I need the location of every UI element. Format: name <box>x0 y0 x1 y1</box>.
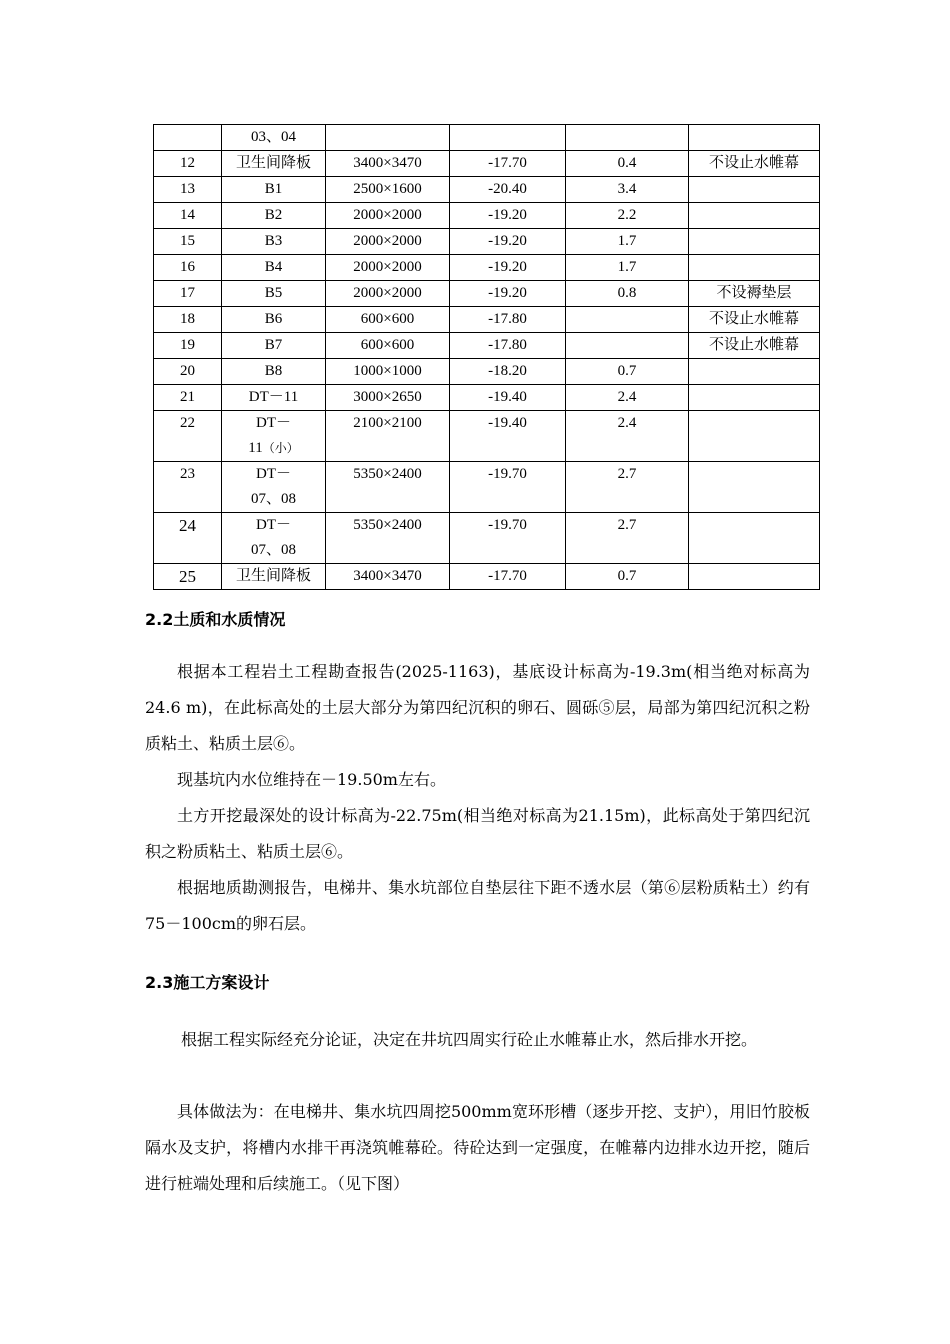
cell-no: 20 <box>154 359 222 385</box>
cell-name-line2: 07、08 <box>250 542 296 558</box>
cell-depth: 0.7 <box>566 359 689 385</box>
table-row <box>154 125 820 151</box>
cell-size: 5350×2400 <box>326 513 450 564</box>
cell-no: 22 <box>154 411 222 462</box>
cell-elev: -19.20 <box>450 281 566 307</box>
cell-name-suffix: （小） <box>262 441 299 455</box>
cell-elev: -19.20 <box>450 229 566 255</box>
cell-name: DT－11 <box>222 385 326 411</box>
cell-size: 2100×2100 <box>326 411 450 462</box>
cell-elev <box>450 125 566 151</box>
cell-note: 不设止水帷幕 <box>689 307 820 333</box>
table-row <box>154 411 820 462</box>
cell-no: 19 <box>154 333 222 359</box>
cell-elev: -19.40 <box>450 385 566 411</box>
cell-depth: 0.7 <box>566 564 689 590</box>
cell-note <box>689 125 820 151</box>
cell-depth: 2.7 <box>566 462 689 513</box>
cell-no: 16 <box>154 255 222 281</box>
cell-name <box>222 462 326 513</box>
paragraph: 土方开挖最深处的设计标高为-22.75m(相当绝对标高为21.15m)，此标高处于第四纪沉积之粉质粘土、粘质土层⑥。 <box>145 806 810 861</box>
cell-no: 17 <box>154 281 222 307</box>
cell-name-line2-text: 11 <box>248 440 263 456</box>
cell-name: B1 <box>222 177 326 203</box>
cell-name: B7 <box>222 333 326 359</box>
cell-note <box>689 203 820 229</box>
cell-note <box>689 411 820 462</box>
cell-name <box>222 513 326 564</box>
paragraph: 根据本工程岩土工程勘查报告(2025-1163)，基底设计标高为-19.3m(相当绝对标高为24.6 m)，在此标高处的土层大部分为第四纪沉积的卵石、圆砾⑤层，局部为第四纪沉积之粉质粘土、粘质土层⑥。 <box>145 662 810 753</box>
cell-name: B3 <box>222 229 326 255</box>
cell-note <box>689 462 820 513</box>
cell-size: 3000×2650 <box>326 385 450 411</box>
cell-elev: -18.20 <box>450 359 566 385</box>
cell-depth: 1.7 <box>566 229 689 255</box>
cell-name-line1: DT－ <box>256 466 291 482</box>
pit-table <box>153 124 820 590</box>
table-row <box>154 564 820 590</box>
section-heading-2-2: 2.2土质和水质情况 <box>145 610 286 629</box>
cell-elev: -19.20 <box>450 203 566 229</box>
cell-no: 15 <box>154 229 222 255</box>
cell-note <box>689 385 820 411</box>
table-row <box>154 359 820 385</box>
cell-elev: -19.40 <box>450 411 566 462</box>
cell-name: B5 <box>222 281 326 307</box>
cell-depth: 0.8 <box>566 281 689 307</box>
cell-depth: 2.4 <box>566 385 689 411</box>
paragraph: 根据地质勘测报告，电梯井、集水坑部位自垫层往下距不透水层（第⑥层粉质粘土）约有75－100cm的卵石层。 <box>145 878 810 933</box>
cell-elev: -17.80 <box>450 307 566 333</box>
cell-size: 3400×3470 <box>326 151 450 177</box>
cell-depth: 1.7 <box>566 255 689 281</box>
cell-depth <box>566 307 689 333</box>
cell-note <box>689 177 820 203</box>
cell-size: 1000×1000 <box>326 359 450 385</box>
table-row <box>154 462 820 513</box>
section-heading-2-3: 2.3施工方案设计 <box>145 973 270 992</box>
table-row <box>154 333 820 359</box>
cell-elev: -19.70 <box>450 462 566 513</box>
cell-note: 不设止水帷幕 <box>689 333 820 359</box>
cell-depth <box>566 125 689 151</box>
cell-depth <box>566 333 689 359</box>
cell-name: 卫生间降板 <box>222 151 326 177</box>
cell-no: 25 <box>154 564 222 590</box>
cell-no: 12 <box>154 151 222 177</box>
cell-size: 2000×2000 <box>326 281 450 307</box>
paragraph: 具体做法为：在电梯井、集水坑四周挖500mm宽环形槽（逐步开挖、支护），用旧竹胶板隔水及支护，将槽内水排干再浇筑帷幕砼。待砼达到一定强度，在帷幕内边排水边开挖，随后进行桩端处理和后续施工。（见下图） <box>145 1102 810 1193</box>
cell-elev: -17.70 <box>450 151 566 177</box>
table-row <box>154 281 820 307</box>
table-row <box>154 151 820 177</box>
cell-depth: 0.4 <box>566 151 689 177</box>
cell-no: 18 <box>154 307 222 333</box>
table-row <box>154 307 820 333</box>
cell-name <box>222 411 326 462</box>
cell-note <box>689 229 820 255</box>
cell-elev: -17.70 <box>450 564 566 590</box>
cell-size <box>326 125 450 151</box>
cell-no: 24 <box>154 513 222 564</box>
cell-no: 14 <box>154 203 222 229</box>
cell-no: 23 <box>154 462 222 513</box>
cell-note: 不设褥垫层 <box>689 281 820 307</box>
cell-name: B6 <box>222 307 326 333</box>
cell-no: 21 <box>154 385 222 411</box>
cell-elev: -19.70 <box>450 513 566 564</box>
cell-no <box>154 125 222 151</box>
cell-name-line2: 07、08 <box>250 491 296 507</box>
cell-size: 600×600 <box>326 307 450 333</box>
cell-size: 3400×3470 <box>326 564 450 590</box>
cell-elev: -20.40 <box>450 177 566 203</box>
paragraph: 根据工程实际经充分论证，决定在井坑四周实行砼止水帷幕止水，然后排水开挖。 <box>181 1030 758 1049</box>
table-row <box>154 513 820 564</box>
cell-note <box>689 513 820 564</box>
cell-depth: 2.7 <box>566 513 689 564</box>
cell-depth: 3.4 <box>566 177 689 203</box>
cell-note: 不设止水帷幕 <box>689 151 820 177</box>
table-row <box>154 385 820 411</box>
table-row <box>154 177 820 203</box>
cell-name: 卫生间降板 <box>222 564 326 590</box>
cell-note <box>689 255 820 281</box>
cell-name-line1: DT－ <box>256 517 291 533</box>
cell-depth: 2.4 <box>566 411 689 462</box>
paragraph: 现基坑内水位维持在－19.50m左右。 <box>177 770 446 789</box>
cell-size: 2000×2000 <box>326 255 450 281</box>
cell-size: 600×600 <box>326 333 450 359</box>
table-row <box>154 203 820 229</box>
cell-no: 13 <box>154 177 222 203</box>
cell-note <box>689 564 820 590</box>
cell-size: 5350×2400 <box>326 462 450 513</box>
cell-name-line2 <box>222 436 325 461</box>
cell-size: 2500×1600 <box>326 177 450 203</box>
cell-name: 03、04 <box>222 125 326 151</box>
cell-elev: -19.20 <box>450 255 566 281</box>
table-row <box>154 229 820 255</box>
table-row <box>154 255 820 281</box>
cell-elev: -17.80 <box>450 333 566 359</box>
cell-depth: 2.2 <box>566 203 689 229</box>
cell-name: B2 <box>222 203 326 229</box>
cell-note <box>689 359 820 385</box>
cell-name-line1: DT－ <box>256 415 291 431</box>
cell-name: B8 <box>222 359 326 385</box>
cell-size: 2000×2000 <box>326 229 450 255</box>
cell-name: B4 <box>222 255 326 281</box>
cell-size: 2000×2000 <box>326 203 450 229</box>
